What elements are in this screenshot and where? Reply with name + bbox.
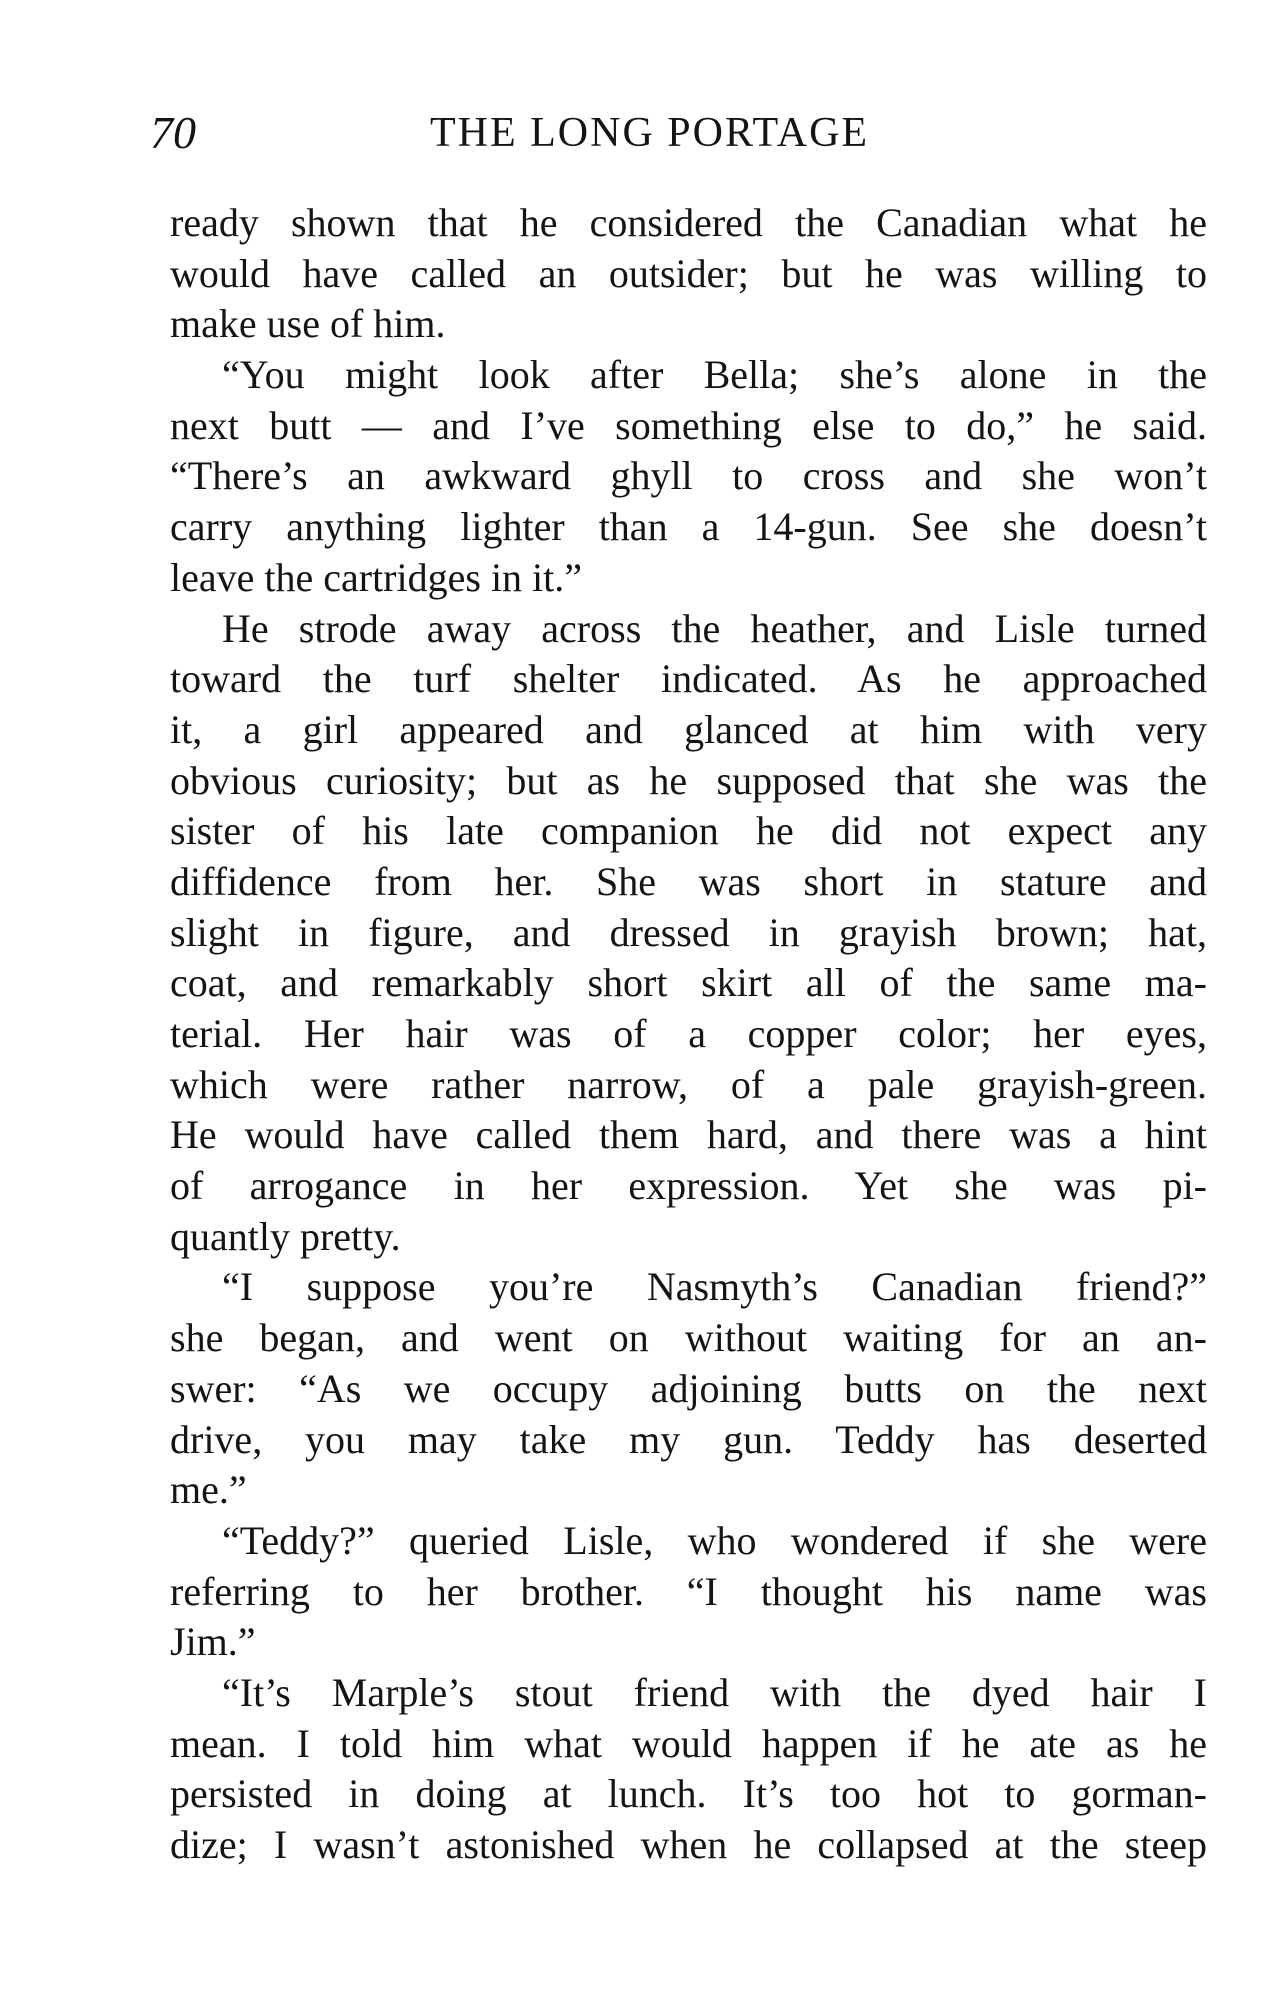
text-line: quantly pretty.	[170, 1213, 401, 1259]
text-line: ready shown that he considered the Canadian what he	[170, 200, 1207, 245]
text-line: He would have called them hard, and there was a hint	[170, 1112, 1207, 1158]
text-line: which were rather narrow, of a pale grayish-green.	[170, 1061, 1207, 1107]
text-line: persisted in doing at lunch. It’s too hot to gorman-	[170, 1771, 1207, 1817]
text-line: next butt — and I’ve something else to do,” he said.	[170, 402, 1207, 448]
text-line: toward the turf shelter indicated. As he approached	[170, 656, 1207, 702]
text-line: would have called an outsider; but he was willing to	[170, 250, 1207, 296]
text-line: me.”	[170, 1467, 247, 1513]
running-title: THE LONG PORTAGE	[430, 110, 870, 156]
text-line: dize; I wasn’t astonished when he collapsed at the steep	[170, 1822, 1207, 1867]
text-line: leave the cartridges in it.”	[170, 554, 583, 600]
text-line: “Teddy?” queried Lisle, who wondered if she were	[222, 1517, 1207, 1563]
text-line: make use of him.	[170, 301, 446, 347]
text-line: drive, you may take my gun. Teddy has deserted	[170, 1416, 1207, 1462]
text-line: sister of his late companion he did not expect any	[170, 808, 1207, 854]
text-line: swer: “As we occupy adjoining butts on the next	[170, 1365, 1207, 1411]
text-line: referring to her brother. “I thought his name was	[170, 1568, 1207, 1614]
text-line: terial. Her hair was of a copper color; her eyes,	[170, 1011, 1207, 1056]
body-text	[170, 198, 1207, 1871]
running-head	[150, 104, 1210, 162]
text-line: she began, and went on without waiting for an an-	[170, 1315, 1207, 1361]
text-line: “It’s Marple’s stout friend with the dyed hair I	[222, 1669, 1207, 1715]
text-line: slight in figure, and dressed in grayish brown; hat,	[170, 909, 1207, 955]
text-line: “There’s an awkward ghyll to cross and she won’t	[170, 453, 1207, 499]
text-line: Jim.”	[170, 1619, 256, 1665]
page-number: 70	[150, 107, 196, 158]
text-line: coat, and remarkably short skirt all of the same ma-	[170, 960, 1207, 1006]
text-line: of arrogance in her expression. Yet she was pi-	[170, 1163, 1207, 1209]
text-line: mean. I told him what would happen if he ate as he	[170, 1720, 1207, 1766]
text-line: “I suppose you’re Nasmyth’s Canadian friend?”	[222, 1264, 1207, 1310]
text-line: “You might look after Bella; she’s alone in the	[222, 352, 1207, 398]
text-line: He strode away across the heather, and Lisle turned	[222, 605, 1207, 651]
text-line: diffidence from her. She was short in stature and	[170, 858, 1207, 904]
text-line: it, a girl appeared and glanced at him with very	[170, 706, 1207, 752]
text-line: carry anything lighter than a 14-gun. See she doesn’t	[170, 504, 1207, 550]
text-line: obvious curiosity; but as he supposed that she was the	[170, 757, 1207, 803]
